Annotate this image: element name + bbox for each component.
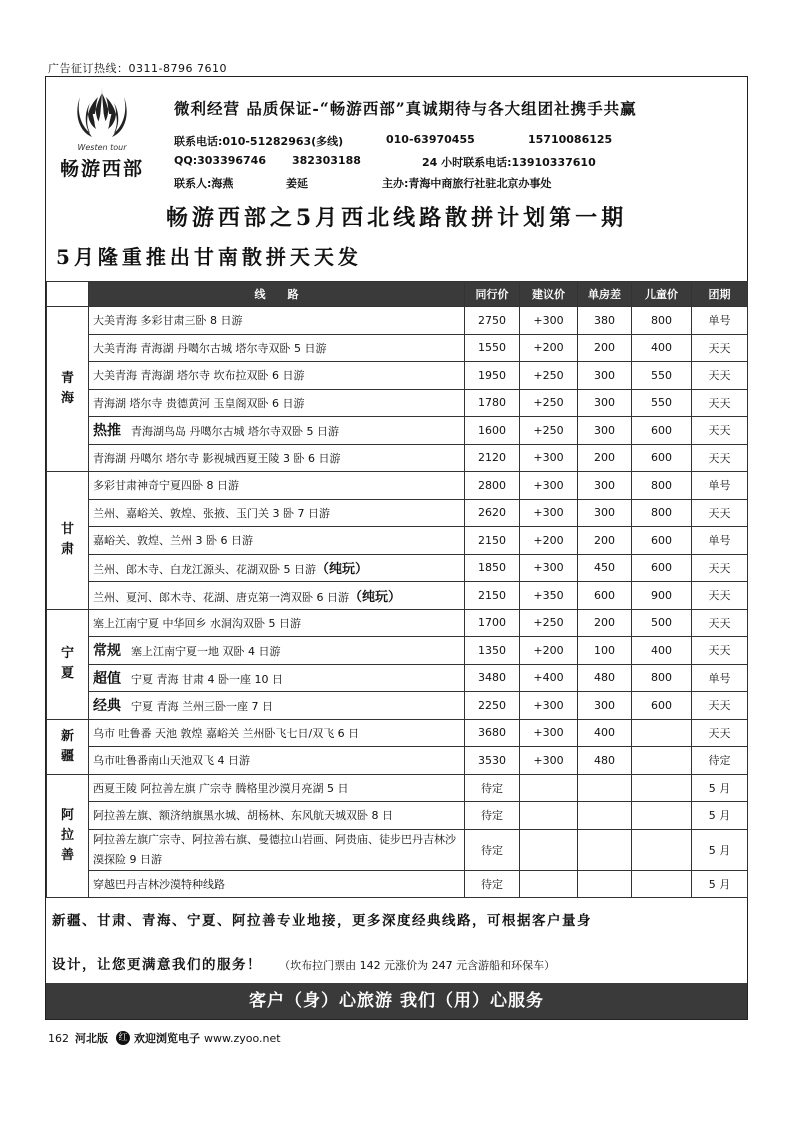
period-cell: 天天 xyxy=(692,637,748,665)
period-cell: 单号 xyxy=(692,664,748,692)
period-cell: 天天 xyxy=(692,719,748,747)
suggest-cell: +200 xyxy=(520,334,578,362)
table-row xyxy=(47,664,748,692)
child-cell xyxy=(632,747,692,775)
single-cell: 300 xyxy=(578,499,632,527)
suggest-cell: +300 xyxy=(520,472,578,500)
suggest-cell: +300 xyxy=(520,499,578,527)
period-cell: 单号 xyxy=(692,307,748,335)
table-row xyxy=(47,499,748,527)
route-tag: 热推 xyxy=(93,423,121,440)
table-row xyxy=(47,829,748,870)
table-row xyxy=(47,637,748,665)
child-cell: 900 xyxy=(632,582,692,610)
website-link[interactable]: www.zyoo.net xyxy=(204,1031,281,1045)
footer-note: （坎布拉门票由 142 元涨价为 247 元含游船和环保车） xyxy=(279,959,556,972)
peer-cell: 1780 xyxy=(465,389,520,417)
single-cell: 300 xyxy=(578,362,632,390)
peer-cell: 3680 xyxy=(465,719,520,747)
table-row xyxy=(47,692,748,720)
route-name: 阿拉善左旗广宗寺、阿拉善右旗、曼德拉山岩画、阿贵庙、徒步巴丹吉林沙漠探险 9 日游 xyxy=(93,832,456,866)
period-cell: 5 月 xyxy=(692,870,748,898)
route-cell xyxy=(89,582,465,610)
period-cell: 单号 xyxy=(692,472,748,500)
table-row xyxy=(47,774,748,802)
table-row xyxy=(47,362,748,390)
route-name: 阿拉善左旗、额济纳旗黑水城、胡杨林、东风航天城双卧 8 日 xyxy=(93,809,393,823)
route-name: 大美青海 青海湖 塔尔寺 坎布拉双卧 6 日游 xyxy=(93,369,305,383)
peer-cell: 1550 xyxy=(465,334,520,362)
header-single-supplement: 单房差 xyxy=(578,282,632,307)
period-cell: 天天 xyxy=(692,334,748,362)
table-row xyxy=(47,307,748,335)
suggest-cell: +250 xyxy=(520,609,578,637)
period-cell: 5 月 xyxy=(692,802,748,830)
peer-cell: 2800 xyxy=(465,472,520,500)
header-peer-price: 同行价 xyxy=(465,282,520,307)
child-cell: 800 xyxy=(632,664,692,692)
child-cell: 600 xyxy=(632,554,692,582)
single-cell: 480 xyxy=(578,747,632,775)
suggest-cell xyxy=(520,802,578,830)
single-cell: 300 xyxy=(578,692,632,720)
single-cell xyxy=(578,829,632,870)
route-cell xyxy=(89,362,465,390)
suggest-cell: +200 xyxy=(520,637,578,665)
child-cell: 600 xyxy=(632,527,692,555)
suggest-cell: +300 xyxy=(520,444,578,472)
route-name: 青海湖 丹噶尔 塔尔寺 影视城西夏王陵 3 卧 6 日游 xyxy=(93,451,341,465)
single-cell: 450 xyxy=(578,554,632,582)
single-cell: 300 xyxy=(578,417,632,445)
period-cell: 天天 xyxy=(692,554,748,582)
single-cell: 380 xyxy=(578,307,632,335)
circle-badge-icon: 红 xyxy=(116,1031,130,1045)
period-cell: 天天 xyxy=(692,362,748,390)
footer-text-1: 新疆、甘肃、青海、宁夏、阿拉善专业地接，更多深度经典线路，可根据客户量身 xyxy=(52,913,592,929)
contact-phone3: 15710086125 xyxy=(528,133,613,146)
table-row xyxy=(47,609,748,637)
peer-cell: 1600 xyxy=(465,417,520,445)
footer-text-2: 设计，让您更满意我们的服务！ xyxy=(52,957,262,973)
route-cell xyxy=(89,870,465,898)
table-row xyxy=(47,389,748,417)
page-info xyxy=(48,1030,281,1046)
peer-cell: 2750 xyxy=(465,307,520,335)
route-cell xyxy=(89,802,465,830)
peer-cell: 2150 xyxy=(465,582,520,610)
single-cell: 600 xyxy=(578,582,632,610)
route-tag: 经典 xyxy=(93,698,121,715)
header-blank xyxy=(47,282,89,307)
peer-cell: 待定 xyxy=(465,829,520,870)
table-header-row xyxy=(47,282,748,307)
peer-cell: 3530 xyxy=(465,747,520,775)
single-cell: 300 xyxy=(578,389,632,417)
suggest-cell: +300 xyxy=(520,554,578,582)
suggest-cell: +350 xyxy=(520,582,578,610)
ad-frame xyxy=(45,76,748,1020)
route-tag: 常规 xyxy=(93,643,121,660)
peer-cell: 3480 xyxy=(465,664,520,692)
route-cell xyxy=(89,444,465,472)
peer-cell: 1350 xyxy=(465,637,520,665)
route-cell xyxy=(89,609,465,637)
peer-cell: 2620 xyxy=(465,499,520,527)
route-name: 兰州、夏河、郎木寺、花湖、唐克第一湾双卧 6 日游 xyxy=(93,590,349,604)
contact-phone2: 010-63970455 xyxy=(386,133,475,146)
logo xyxy=(52,83,152,191)
table-row xyxy=(47,802,748,830)
table-row xyxy=(47,472,748,500)
single-cell xyxy=(578,802,632,830)
contact-person2: 姜延 xyxy=(286,177,308,190)
route-name: 西夏王陵 阿拉善左旗 广宗寺 腾格里沙漠月亮湖 5 日 xyxy=(93,781,349,795)
route-name: 乌市吐鲁番南山天池双飞 4 日游 xyxy=(93,754,250,768)
route-name: 嘉峪关、敦煌、兰州 3 卧 6 日游 xyxy=(93,534,253,548)
route-cell xyxy=(89,472,465,500)
table-row xyxy=(47,417,748,445)
suggest-cell: +300 xyxy=(520,747,578,775)
peer-cell: 1950 xyxy=(465,362,520,390)
route-name: 塞上江南宁夏 中华回乡 水洞沟双卧 5 日游 xyxy=(93,616,301,630)
route-cell xyxy=(89,389,465,417)
contact-host: 主办:青海中商旅行社驻北京办事处 xyxy=(382,177,552,190)
child-cell: 800 xyxy=(632,499,692,527)
child-cell: 800 xyxy=(632,472,692,500)
route-cell xyxy=(89,637,465,665)
route-name: 塞上江南宁夏一地 双卧 4 日游 xyxy=(131,645,281,659)
peer-cell: 2150 xyxy=(465,527,520,555)
region-cell: 宁 夏 xyxy=(47,609,89,719)
child-cell xyxy=(632,802,692,830)
route-cell xyxy=(89,829,465,870)
route-extra: （纯玩） xyxy=(316,562,369,578)
route-cell xyxy=(89,417,465,445)
suggest-cell xyxy=(520,774,578,802)
region-cell: 阿 拉 善 xyxy=(47,774,89,898)
route-cell xyxy=(89,554,465,582)
header-route: 线 路 xyxy=(89,282,465,307)
service-banner: 客户（身）心旅游 我们（用）心服务 xyxy=(46,983,747,1019)
route-extra: （纯玩） xyxy=(349,589,402,605)
table-row xyxy=(47,334,748,362)
contact-phone: 联系电话:010-51282963(多线) xyxy=(174,135,344,148)
suggest-cell: +200 xyxy=(520,527,578,555)
route-name: 多彩甘肃神奇宁夏四卧 8 日游 xyxy=(93,479,239,493)
ad-hotline: 广告征订热线：0311-8796 7610 xyxy=(48,62,227,75)
suggest-cell xyxy=(520,829,578,870)
period-cell: 5 月 xyxy=(692,829,748,870)
peer-cell: 1700 xyxy=(465,609,520,637)
period-cell: 天天 xyxy=(692,582,748,610)
table-row xyxy=(47,719,748,747)
contact-person: 联系人:海燕 xyxy=(174,177,234,190)
peer-cell: 待定 xyxy=(465,802,520,830)
child-cell: 550 xyxy=(632,389,692,417)
route-cell xyxy=(89,719,465,747)
region-cell: 新 疆 xyxy=(47,719,89,774)
header-child-price: 儿童价 xyxy=(632,282,692,307)
period-cell: 5 月 xyxy=(692,774,748,802)
footer-line-2 xyxy=(52,953,555,973)
contact-hotline24: 24 小时联系电话:13910337610 xyxy=(422,156,596,169)
welcome-text: 欢迎浏览电子 xyxy=(134,1032,200,1045)
route-name: 兰州、郎木寺、白龙江源头、花湖双卧 5 日游 xyxy=(93,563,316,577)
child-cell: 400 xyxy=(632,334,692,362)
peer-cell: 2120 xyxy=(465,444,520,472)
routes-table xyxy=(46,281,748,898)
route-name: 兰州、嘉峪关、敦煌、张掖、玉门关 3 卧 7 日游 xyxy=(93,506,330,520)
logo-flame-icon xyxy=(70,83,134,141)
suggest-cell: +250 xyxy=(520,362,578,390)
edition: 河北版 xyxy=(75,1032,108,1045)
single-cell: 300 xyxy=(578,472,632,500)
child-cell xyxy=(632,719,692,747)
single-cell: 400 xyxy=(578,719,632,747)
route-name: 乌市 吐鲁番 天池 敦煌 嘉峪关 兰州卧飞七日/双飞 6 日 xyxy=(93,726,360,740)
route-name: 青海湖 塔尔寺 贵德黄河 玉皇阁双卧 6 日游 xyxy=(93,396,305,410)
region-cell: 青 海 xyxy=(47,307,89,472)
table-row xyxy=(47,444,748,472)
header-period: 团期 xyxy=(692,282,748,307)
child-cell: 800 xyxy=(632,307,692,335)
single-cell xyxy=(578,870,632,898)
single-cell: 100 xyxy=(578,637,632,665)
route-cell xyxy=(89,527,465,555)
suggest-cell: +300 xyxy=(520,307,578,335)
route-cell xyxy=(89,692,465,720)
route-name: 宁夏 青海 甘肃 4 卧一座 10 日 xyxy=(131,672,283,686)
route-cell xyxy=(89,747,465,775)
child-cell xyxy=(632,870,692,898)
region-cell: 甘 肃 xyxy=(47,472,89,610)
child-cell: 550 xyxy=(632,362,692,390)
period-cell: 天天 xyxy=(692,389,748,417)
child-cell: 400 xyxy=(632,637,692,665)
suggest-cell: +250 xyxy=(520,389,578,417)
route-cell xyxy=(89,774,465,802)
suggest-cell: +300 xyxy=(520,719,578,747)
peer-cell: 待定 xyxy=(465,870,520,898)
header-suggest-price: 建议价 xyxy=(520,282,578,307)
period-cell: 单号 xyxy=(692,527,748,555)
route-name: 大美青海 青海湖 丹噶尔古城 塔尔寺双卧 5 日游 xyxy=(93,341,327,355)
route-cell xyxy=(89,334,465,362)
route-name: 大美青海 多彩甘肃三卧 8 日游 xyxy=(93,314,243,328)
main-title: 畅游西部之5月西北线路散拼计划第一期 xyxy=(165,205,628,231)
single-cell: 200 xyxy=(578,609,632,637)
suggest-cell: +300 xyxy=(520,692,578,720)
table-row xyxy=(47,747,748,775)
single-cell xyxy=(578,774,632,802)
logo-english: Westen tour xyxy=(77,143,127,152)
child-cell: 500 xyxy=(632,609,692,637)
logo-chinese: 畅游西部 xyxy=(59,158,144,180)
single-cell: 200 xyxy=(578,444,632,472)
route-cell xyxy=(89,307,465,335)
table-row xyxy=(47,870,748,898)
page-number: 162 xyxy=(48,1031,69,1045)
route-cell xyxy=(89,664,465,692)
slogan: 微利经营 品质保证-“畅游西部”真诚期待与各大组团社携手共赢 xyxy=(174,99,637,118)
contact-qq2: 382303188 xyxy=(292,154,361,167)
period-cell: 天天 xyxy=(692,499,748,527)
sub-title: 5月隆重推出甘南散拼天天发 xyxy=(56,245,362,269)
child-cell: 600 xyxy=(632,444,692,472)
suggest-cell: +400 xyxy=(520,664,578,692)
period-cell: 待定 xyxy=(692,747,748,775)
table-row xyxy=(47,527,748,555)
route-name: 穿越巴丹吉林沙漠特种线路 xyxy=(93,877,225,891)
route-name: 宁夏 青海 兰州三卧一座 7 日 xyxy=(131,700,273,714)
child-cell xyxy=(632,829,692,870)
child-cell: 600 xyxy=(632,692,692,720)
peer-cell: 待定 xyxy=(465,774,520,802)
single-cell: 480 xyxy=(578,664,632,692)
period-cell: 天天 xyxy=(692,417,748,445)
period-cell: 天天 xyxy=(692,609,748,637)
contact-qq: QQ:303396746 xyxy=(174,154,266,167)
period-cell: 天天 xyxy=(692,692,748,720)
suggest-cell: +250 xyxy=(520,417,578,445)
single-cell: 200 xyxy=(578,527,632,555)
table-row xyxy=(47,554,748,582)
child-cell: 600 xyxy=(632,417,692,445)
svg-text:W: W xyxy=(92,111,112,132)
peer-cell: 2250 xyxy=(465,692,520,720)
suggest-cell xyxy=(520,870,578,898)
single-cell: 200 xyxy=(578,334,632,362)
route-cell xyxy=(89,499,465,527)
route-tag: 超值 xyxy=(93,670,121,687)
route-name: 青海湖鸟岛 丹噶尔古城 塔尔寺双卧 5 日游 xyxy=(131,425,339,439)
child-cell xyxy=(632,774,692,802)
peer-cell: 1850 xyxy=(465,554,520,582)
table-row xyxy=(47,582,748,610)
period-cell: 天天 xyxy=(692,444,748,472)
